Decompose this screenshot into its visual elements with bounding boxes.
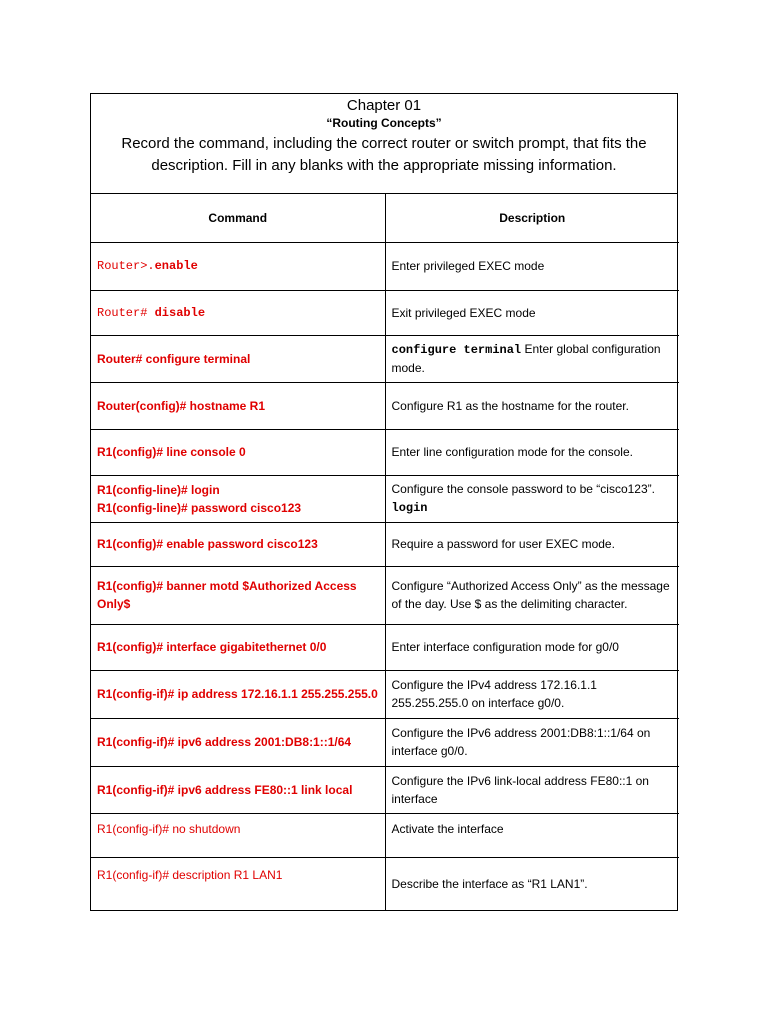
description-text: Configure the console password to be “cisco123”. — [391, 482, 655, 496]
command-cell: R1(config-if)# description R1 LAN1 — [91, 857, 385, 910]
description-cell: Describe the interface as “R1 LAN1”. — [385, 857, 679, 910]
command-line: R1(config-line)# password cisco123 — [97, 500, 302, 515]
command-line: R1(config-line)# login — [97, 482, 220, 497]
chapter-subtitle: “Routing Concepts” — [326, 116, 442, 130]
description-text: Enter global configuration mode. — [391, 342, 661, 375]
command-keyword: disable — [154, 305, 206, 320]
table-row — [91, 290, 679, 335]
table-row — [91, 766, 679, 813]
table-row — [91, 382, 679, 429]
table-row — [91, 813, 679, 857]
worksheet — [90, 93, 678, 911]
description-code: login — [391, 501, 428, 515]
table-header-row — [91, 194, 679, 242]
command-cell: R1(config-if)# ipv6 address FE80::1 link local — [91, 766, 385, 813]
description-cell: Exit privileged EXEC mode — [385, 290, 679, 335]
description-cell: Activate the interface — [385, 813, 679, 857]
worksheet-header — [91, 94, 677, 194]
command-cell — [91, 475, 385, 522]
column-header-description: Description — [385, 194, 679, 242]
chapter-title: Chapter 01 — [346, 97, 422, 114]
command-cell — [91, 290, 385, 335]
instructions: Record the command, including the correct router or switch prompt, that fits the description. Fill in any blanks with the appropriate missing information. — [121, 135, 647, 174]
command-prompt: Router# — [97, 305, 155, 320]
table-row — [91, 857, 679, 910]
command-cell: Router(config)# hostname R1 — [91, 382, 385, 429]
command-cell: R1(config-if)# no shutdown — [91, 813, 385, 857]
column-header-command: Command — [91, 194, 385, 242]
table-row — [91, 718, 679, 766]
description-cell: Enter privileged EXEC mode — [385, 242, 679, 290]
table-row — [91, 475, 679, 522]
table-row — [91, 670, 679, 718]
command-cell: R1(config-if)# ip address 172.16.1.1 255.255.255.0 — [91, 670, 385, 718]
description-cell: Enter interface configuration mode for g0/0 — [385, 624, 679, 670]
table-row — [91, 335, 679, 382]
description-cell: Require a password for user EXEC mode. — [385, 522, 679, 566]
table-row — [91, 242, 679, 290]
command-prompt: Router>. — [97, 259, 155, 273]
description-code: configure terminal — [391, 343, 522, 357]
description-cell: Configure the IPv6 link-local address FE80::1 on interface — [385, 766, 679, 813]
description-cell: Configure “Authorized Access Only” as the message of the day. Use $ as the delimiting character. — [385, 566, 679, 624]
table-row — [91, 624, 679, 670]
description-cell — [385, 335, 679, 382]
command-cell: R1(config)# enable password cisco123 — [91, 522, 385, 566]
table-row — [91, 566, 679, 624]
command-keyword: enable — [154, 259, 198, 273]
command-cell: Router# configure terminal — [91, 335, 385, 382]
command-cell: R1(config)# interface gigabitethernet 0/0 — [91, 624, 385, 670]
description-cell: Enter line configuration mode for the console. — [385, 429, 679, 475]
description-cell: Configure the IPv6 address 2001:DB8:1::1/64 on interface g0/0. — [385, 718, 679, 766]
command-cell: R1(config)# banner motd $Authorized Access Only$ — [91, 566, 385, 624]
command-table — [91, 194, 679, 910]
description-cell: Configure R1 as the hostname for the router. — [385, 382, 679, 429]
table-row — [91, 429, 679, 475]
command-cell: R1(config)# line console 0 — [91, 429, 385, 475]
description-cell — [385, 475, 679, 522]
command-cell: R1(config-if)# ipv6 address 2001:DB8:1::1/64 — [91, 718, 385, 766]
command-cell — [91, 242, 385, 290]
description-cell: Configure the IPv4 address 172.16.1.1 255.255.255.0 on interface g0/0. — [385, 670, 679, 718]
table-row — [91, 522, 679, 566]
